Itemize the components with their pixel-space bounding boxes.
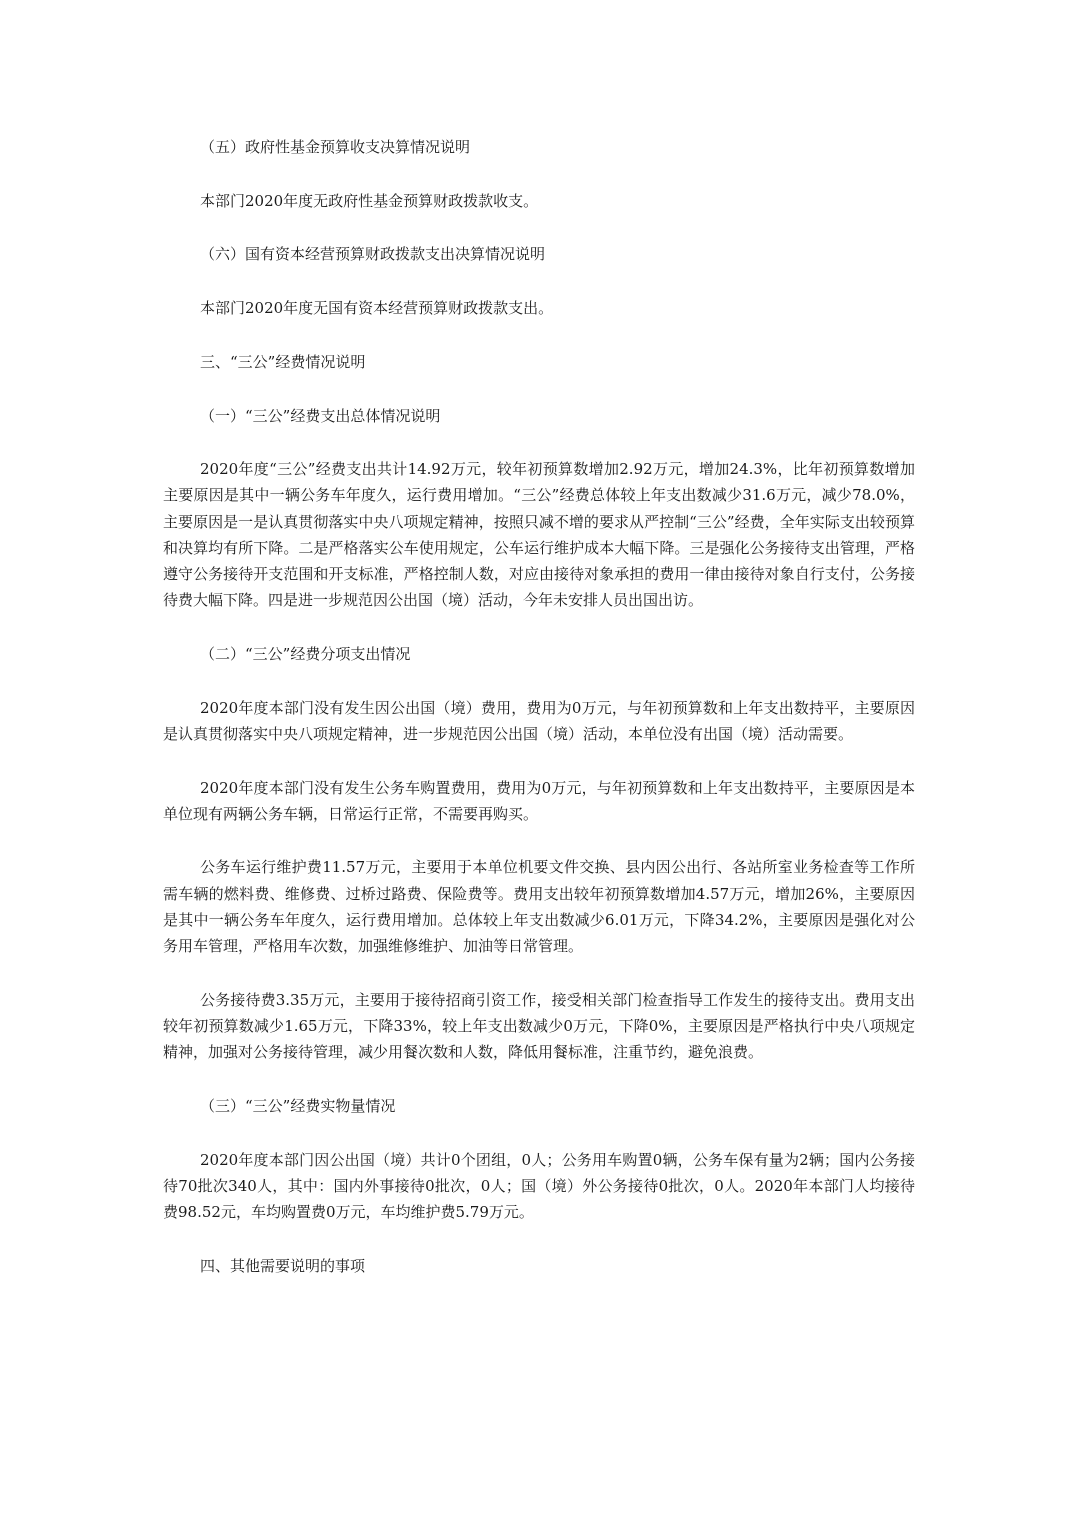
- paragraph-overall: 2020年度“三公”经费支出共计14.92万元，较年初预算数增加2.92万元，增加24.3%，比年初预算数增加主要原因是其中一辆公务车年度久，运行费用增加。“三公”经费总体较上年支出数减少31.6万元，减少78.0%，主要原因是一是认真贯彻落实中央八项规定精神，按照只减不增的要求从严控制“三公”经费，全年实际支出较预算和决算均有所下降。二是严格落实公车使用规定，公车运行维护成本大幅下降。三是强化公务接待支出管理，严格遵守公务接待开支范围和开支标准，严格控制人数，对应由接待对象承担的费用一律由接待对象自行支付，公务接待费大幅下降。四是进一步规范因公出国（境）活动，今年未安排人员出国出访。: [163, 460, 915, 610]
- section-heading-3-2: （二）“三公”经费分项支出情况: [200, 644, 411, 663]
- section-heading-5: （五）政府性基金预算收支决算情况说明: [200, 138, 471, 156]
- document-page: [163, 134, 915, 1279]
- paragraph-reception: 公务接待费3.35万元，主要用于接待招商引资工作，接受相关部门检查指导工作发生的接待支出。费用支出较年初预算数减少1.65万元，下降33%，较上年支出数减少0万元，下降0%，主要原因是严格执行中央八项规定精神，加强对公务接待管理，减少用餐次数和人数，降低用餐标准，注重节约，避免浪费。: [163, 990, 915, 1062]
- paragraph-vehicle-purchase: 2020年度本部门没有发生公务车购置费用，费用为0万元，与年初预算数和上年支出数持平，主要原因是本单位现有两辆公务车辆，日常运行正常，不需要再购买。: [163, 778, 915, 823]
- paragraph-physical-quantity: 2020年度本部门因公出国（境）共计0个团组，0人；公务用车购置0辆，公务车保有量为2辆；国内公务接待70批次340人，其中：国内外事接待0批次，0人；国（境）外公务接待0批次，0人。2020年本部门人均接待费98.52元，车均购置费0万元，车均维护费5.79万元。: [163, 1150, 915, 1221]
- paragraph-state-capital: 本部门2020年度无国有资本经营预算财政拨款支出。: [200, 299, 554, 318]
- paragraph-vehicle-maintenance: 公务车运行维护费11.57万元，主要用于本单位机要文件交换、县内因公出行、各站所室业务检查等工作所需车辆的燃料费、维修费、过桥过路费、保险费等。费用支出较年初预算数增加4.57万元，增加26%，主要原因是其中一辆公务车年度久，运行费用增加。总体较上年支出数减少6.01万元，下降34.2%，主要原因是强化对公务用车管理，严格用车次数，加强维修维护、加油等日常管理。: [163, 858, 915, 956]
- chapter-heading-3: 三、“三公”经费情况说明: [200, 352, 366, 371]
- section-heading-3-3: （三）“三公”经费实物量情况: [200, 1096, 396, 1115]
- chapter-heading-4: 四、其他需要说明的事项: [200, 1256, 366, 1275]
- paragraph-gov-fund: 本部门2020年度无政府性基金预算财政拨款收支。: [200, 191, 539, 210]
- section-heading-6: （六）国有资本经营预算财政拨款支出决算情况说明: [200, 245, 546, 264]
- paragraph-overseas: 2020年度本部门没有发生因公出国（境）费用，费用为0万元，与年初预算数和上年支出数持平，主要原因是认真贯彻落实中央八项规定精神，进一步规范因公出国（境）活动，本单位没有出国（境）活动需要。: [163, 698, 915, 743]
- section-heading-3-1: （一）“三公”经费支出总体情况说明: [200, 406, 441, 425]
